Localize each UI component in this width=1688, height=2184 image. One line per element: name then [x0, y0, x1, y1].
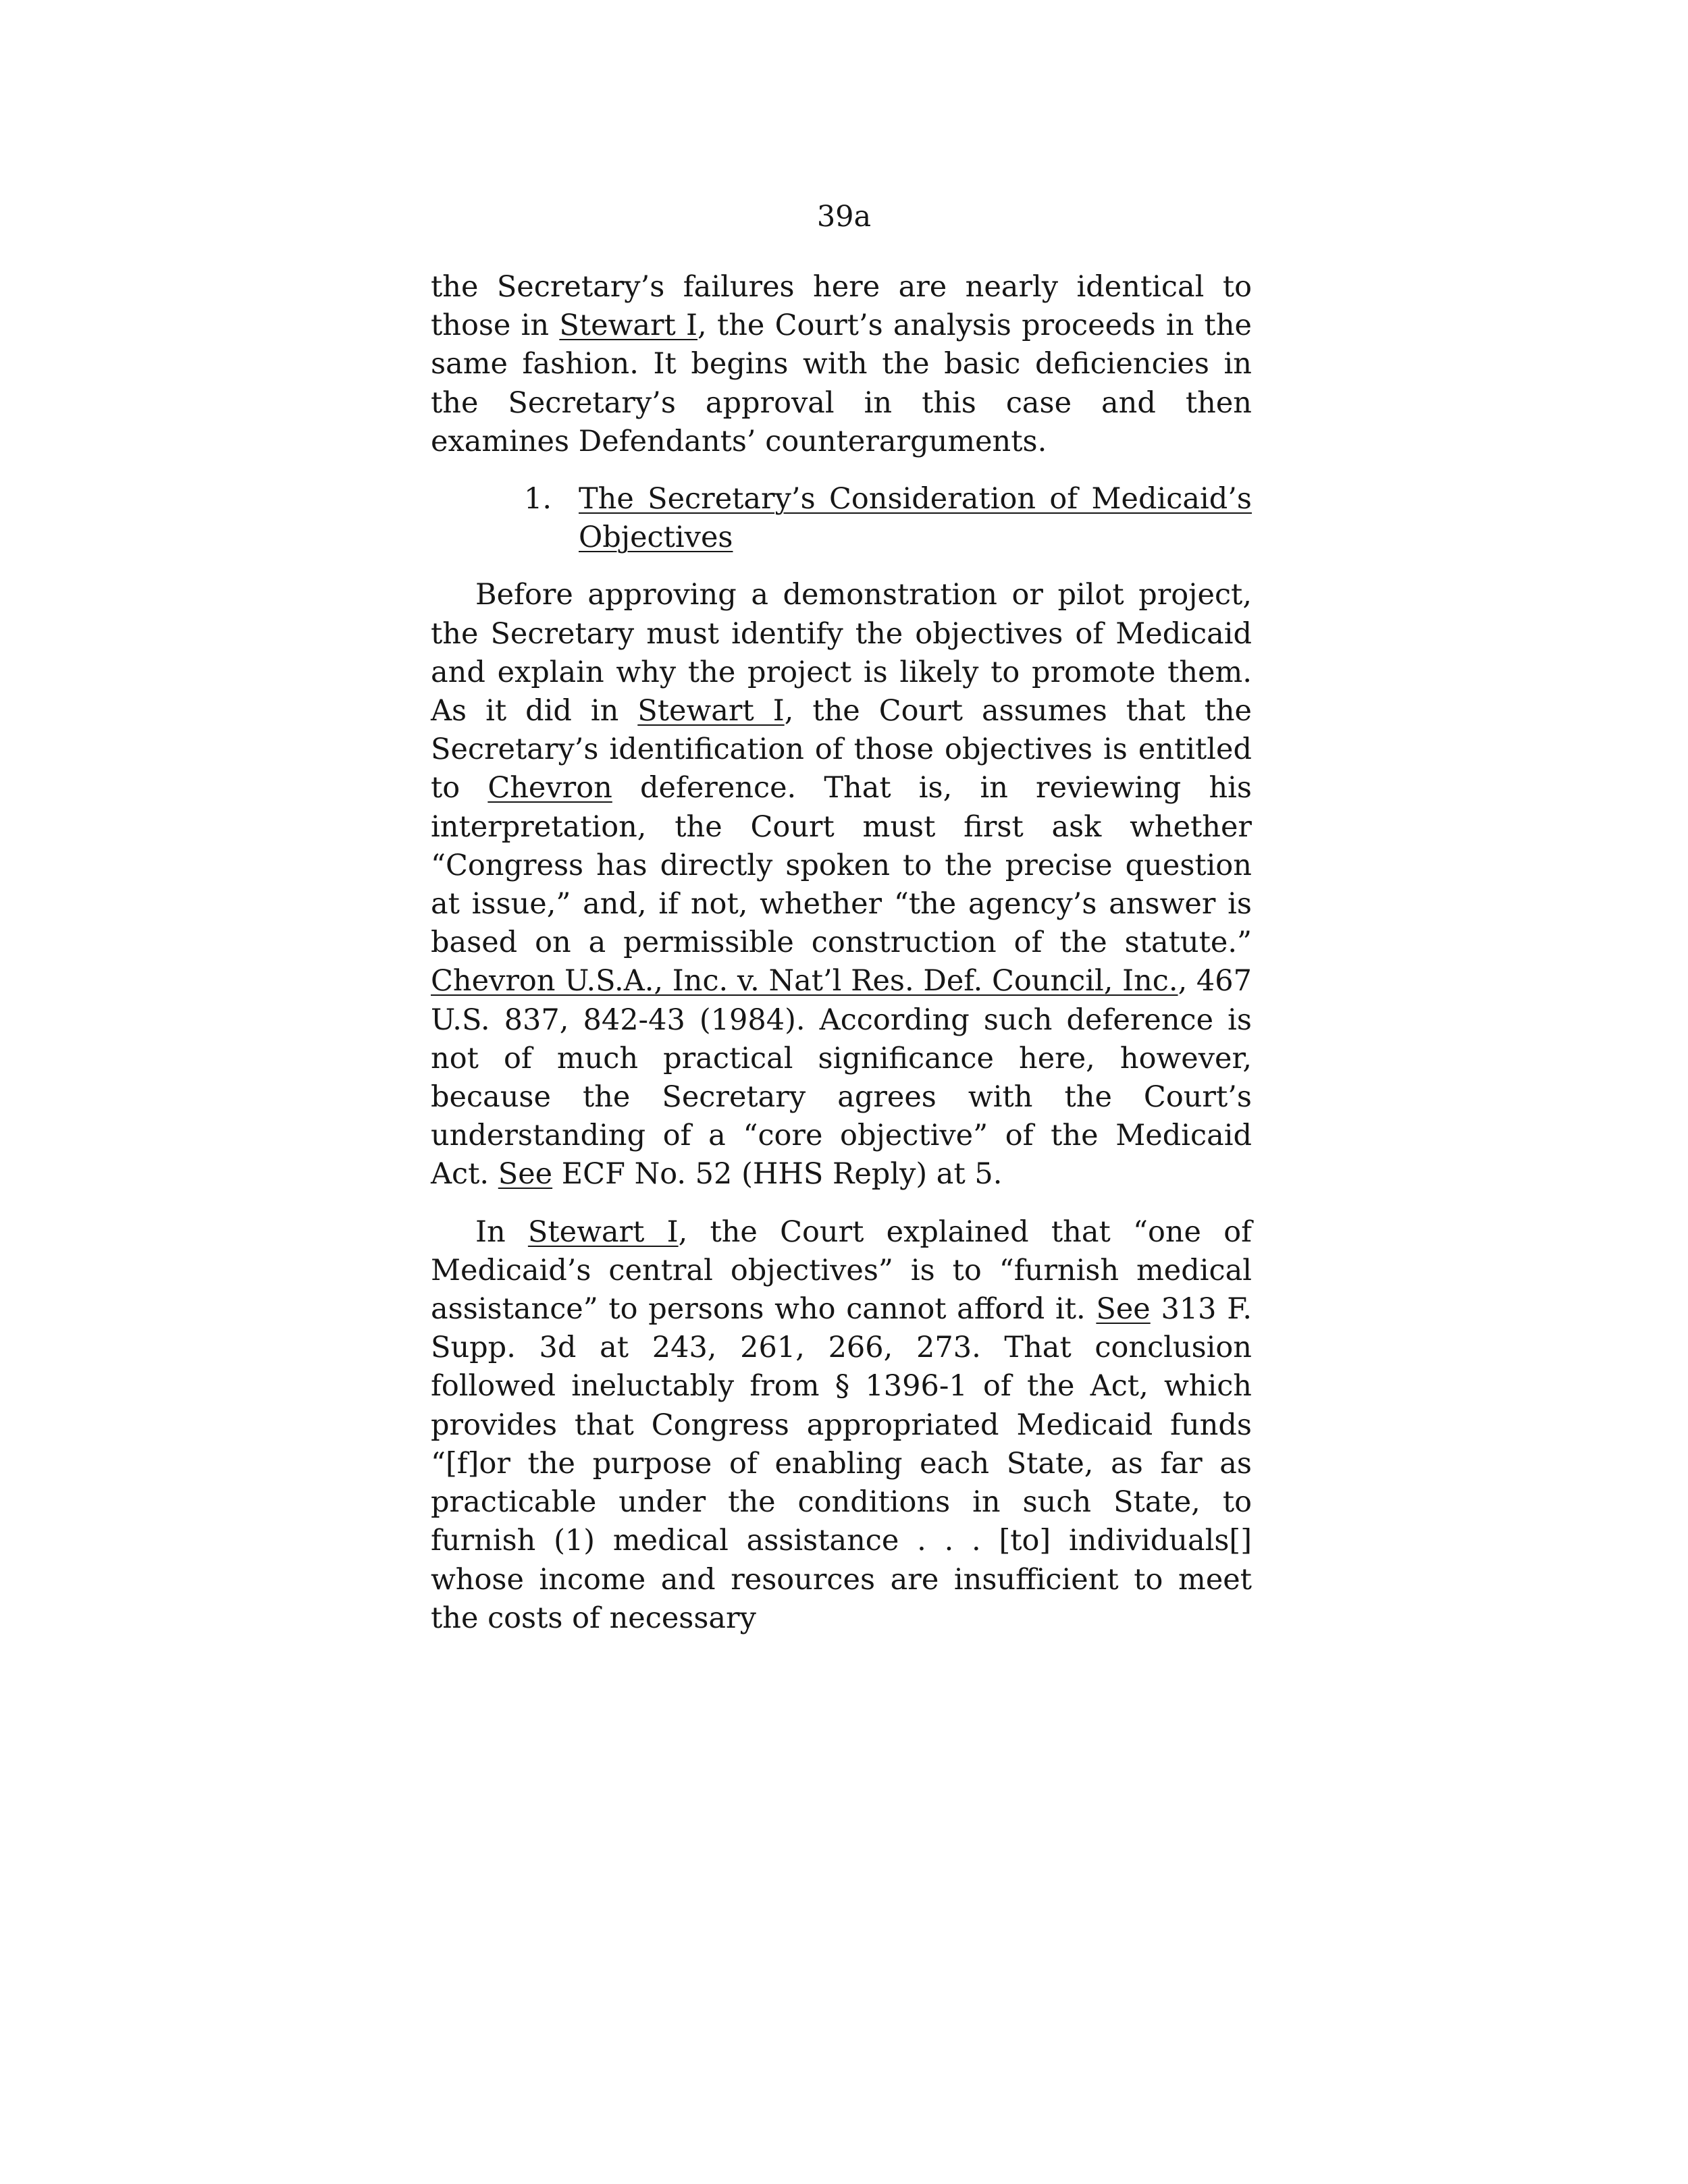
paragraph-objectives-text-2: , the Court assumes that the Secretary’s identification of those objectives is entitled to [431, 694, 1252, 805]
paragraph-stewart-text-3: 313 F. Supp. 3d at 243, 261, 266, 273. That conclusion followed ineluctably from § 1396-1 of the Act, which provides that Congress appropriated Medicaid funds “[f]or the purpose of enabling each State, as far as practicable under the conditions in such State, to furnish (1) medical assistance . . . [to] individuals[] whose income and resources are insufficient to meet the costs of necessary [431, 1292, 1252, 1635]
signal-see: See [1096, 1292, 1151, 1327]
paragraph-intro-text-1: the Secretary’s failures here are nearly identical to those in [431, 270, 1252, 343]
case-citation-stewart-i: Stewart I [527, 1215, 679, 1249]
document-body [431, 268, 1252, 1638]
case-citation-stewart-i: Stewart I [559, 309, 698, 343]
case-citation-chevron-full: Chevron U.S.A., Inc. v. Nat’l Res. Def. Council, Inc. [431, 964, 1178, 998]
paragraph-objectives-text-1: Before approving a demonstration or pilot project, the Secretary must identify the objectives of Medicaid and explain why the project is likely to promote them. As it did in [431, 578, 1252, 728]
section-heading [431, 480, 1252, 557]
paragraph-stewart-text-1: In [475, 1215, 528, 1249]
paragraph-stewart [431, 1213, 1252, 1638]
section-heading-title: The Secretary’s Consideration of Medicaid’s Objectives [579, 482, 1252, 555]
paragraph-stewart-text-2: , the Court explained that “one of Medicaid’s central objectives” is to “furnish medical assistance” to persons who cannot afford it. [431, 1215, 1252, 1327]
paragraph-intro-text-2: , the Court’s analysis proceeds in the same fashion. It begins with the basic deficiencies in the Secretary’s approval in this case and then examines Defendants’ counterarguments. [431, 309, 1252, 458]
case-citation-chevron: Chevron [487, 771, 612, 805]
paragraph-objectives-text-5: ECF No. 52 (HHS Reply) at 5. [552, 1157, 1003, 1192]
paragraph-objectives [431, 576, 1252, 1194]
section-heading-number: 1. [523, 482, 552, 516]
paragraph-intro [431, 268, 1252, 461]
signal-see: See [498, 1157, 553, 1192]
page-number: 39a [816, 200, 872, 234]
paragraph-objectives-text-4: , 467 U.S. 837, 842-43 (1984). According such deference is not of much practical significance here, however, because the Secretary agrees with the Court’s understanding of a “core objective” of the Medicaid Act. [431, 964, 1252, 1192]
case-citation-stewart-i: Stewart I [637, 694, 785, 728]
paragraph-objectives-text-3: deference. That is, in reviewing his interpretation, the Court must first ask whether “Congress has directly spoken to the precise question at issue,” and, if not, whether “the agency’s answer is based on a permissible construction of the statute.” [431, 771, 1252, 960]
